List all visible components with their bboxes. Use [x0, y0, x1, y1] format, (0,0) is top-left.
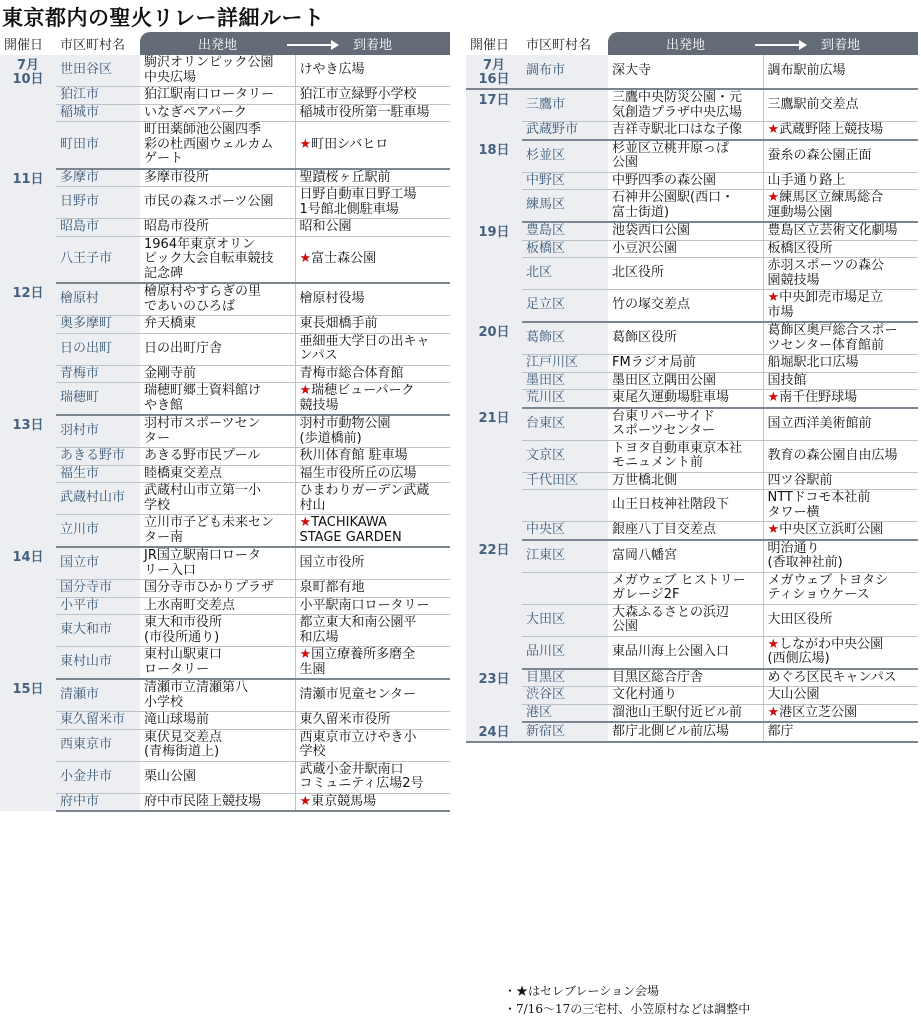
header-arrival-label: 到着地: [820, 38, 860, 53]
table-row: [0, 647, 450, 680]
star-icon: ★: [299, 383, 312, 398]
departure-cell: 東品川海上公園入口: [608, 636, 763, 669]
municipality-cell: 日の出町: [56, 333, 140, 365]
table-row: [466, 122, 918, 140]
arrival-cell: ★武蔵野陸上競技場: [763, 122, 918, 140]
table-row: [0, 597, 450, 615]
municipality-cell: 福生市: [56, 465, 140, 483]
municipality-cell: 稲城市: [56, 104, 140, 122]
table-row: [466, 490, 918, 522]
departure-cell: メガウェブ ヒストリー ガレージ2F: [608, 572, 763, 604]
municipality-cell: 渋谷区: [522, 687, 608, 705]
municipality-cell: 世田谷区: [56, 55, 140, 87]
departure-cell: 昭島市役所: [140, 219, 295, 237]
departure-cell: 国分寺市ひかりプラザ: [140, 580, 295, 598]
page-title: 東京都内の聖火リレー詳細ルート: [2, 6, 325, 30]
table-row: [466, 89, 918, 122]
table-row: [0, 465, 450, 483]
departure-cell: 銀座八丁目交差点: [608, 522, 763, 540]
municipality-cell: 東村山市: [56, 647, 140, 680]
table-row: [466, 408, 918, 441]
arrival-cell: 稲城市役所第一駐車場: [295, 104, 450, 122]
arrival-cell: 国立西洋美術館前: [763, 408, 918, 441]
departure-cell: あきる野市民プール: [140, 448, 295, 466]
table-row: [0, 365, 450, 383]
municipality-cell: 文京区: [522, 440, 608, 472]
table-row: [466, 322, 918, 355]
table-row: [0, 515, 450, 548]
arrival-cell: 檜原村役場: [295, 283, 450, 316]
municipality-cell: 小平市: [56, 597, 140, 615]
table-row: [466, 722, 918, 742]
municipality-cell: 武蔵村山市: [56, 483, 140, 515]
arrival-cell: 武蔵小金井駅南口 コミュニティ広場2号: [295, 761, 450, 793]
table-row: [0, 580, 450, 598]
municipality-cell: 小金井市: [56, 761, 140, 793]
departure-cell: 日の出町庁舎: [140, 333, 295, 365]
table-row: [466, 55, 918, 89]
municipality-cell: 清瀬市: [56, 679, 140, 712]
arrival-cell: 板橋区役所: [763, 240, 918, 258]
municipality-cell: 大田区: [522, 604, 608, 636]
date-cell: 23日: [466, 669, 522, 723]
date-cell: 17日: [466, 89, 522, 140]
arrival-cell: ★中央区立浜町公園: [763, 522, 918, 540]
date-cell: 18日: [466, 140, 522, 223]
arrow-right-icon: [287, 44, 337, 46]
arrival-cell: 青梅市総合体育館: [295, 365, 450, 383]
table-row: [466, 540, 918, 573]
municipality-cell: 青梅市: [56, 365, 140, 383]
star-icon: ★: [299, 136, 312, 152]
arrival-cell: 東久留米市役所: [295, 712, 450, 730]
date-cell: 22日: [466, 540, 522, 669]
arrival-cell: ★瑞穂ビューパーク 競技場: [295, 383, 450, 416]
departure-cell: 溜池山王駅付近ビル前: [608, 704, 763, 722]
arrival-cell: けやき広場: [295, 55, 450, 87]
table-row: [466, 172, 918, 190]
departure-cell: 町田薬師池公園四季 彩の杜西園ウェルカム ゲート: [140, 122, 295, 169]
arrival-cell: 船堀駅北口広場: [763, 355, 918, 373]
arrival-cell: 亜細亜大学日の出キャ ンパス: [295, 333, 450, 365]
arrival-cell: 教育の森公園自由広場: [763, 440, 918, 472]
arrival-cell: 国立市役所: [295, 547, 450, 580]
note-line: ・★はセレブレーション会場: [504, 984, 660, 998]
table-row: [0, 187, 450, 219]
table-row: [0, 547, 450, 580]
departure-cell: 深大寺: [608, 55, 763, 89]
arrival-cell: ★町田シバヒロ: [295, 122, 450, 169]
departure-cell: 池袋西口公園: [608, 222, 763, 240]
arrival-cell: ★練馬区立練馬総合 運動場公園: [763, 190, 918, 223]
header-arrival: [763, 32, 918, 55]
table-row: [466, 440, 918, 472]
departure-cell: 檜原村やすらぎの里 であいのひろば: [140, 283, 295, 316]
municipality-cell: 三鷹市: [522, 89, 608, 122]
arrival-cell: 大田区役所: [763, 604, 918, 636]
departure-cell: 中野四季の森公園: [608, 172, 763, 190]
arrival-cell: NTTドコモ本社前 タワー横: [763, 490, 918, 522]
municipality-cell: 練馬区: [522, 190, 608, 223]
arrival-cell: ★TACHIKAWA STAGE GARDEN: [295, 515, 450, 548]
municipality-cell: 瑞穂町: [56, 383, 140, 416]
municipality-cell: 杉並区: [522, 140, 608, 173]
table-row: [0, 169, 450, 187]
arrival-cell: 羽村市動物公園 (歩道橋前): [295, 415, 450, 448]
header-arrival: [295, 32, 450, 55]
departure-cell: 立川市子ども未来セン ター南: [140, 515, 295, 548]
table-row: [0, 761, 450, 793]
departure-cell: 山王日枝神社階段下: [608, 490, 763, 522]
municipality-cell: 昭島市: [56, 219, 140, 237]
municipality-cell: 調布市: [522, 55, 608, 89]
municipality-cell: 町田市: [56, 122, 140, 169]
departure-cell: 三鷹中央防災公園・元 気創造プラザ中央広場: [608, 89, 763, 122]
arrival-cell: 狛江市立緑野小学校: [295, 87, 450, 105]
table-row: [0, 236, 450, 283]
municipality-cell: 新宿区: [522, 722, 608, 742]
arrival-cell: ★東京競馬場: [295, 793, 450, 811]
departure-cell: 弁天橋東: [140, 316, 295, 334]
departure-cell: 小豆沢公園: [608, 240, 763, 258]
table-row: [0, 87, 450, 105]
arrival-cell: ★港区立芝公園: [763, 704, 918, 722]
star-icon: ★: [767, 636, 780, 652]
departure-cell: 吉祥寺駅北口はな子像: [608, 122, 763, 140]
departure-cell: 杉並区立桃井原っぱ 公園: [608, 140, 763, 173]
departure-cell: 東伏見交差点 (青梅街道上): [140, 729, 295, 761]
table-row: [0, 615, 450, 647]
arrival-cell: 東長畑橋手前: [295, 316, 450, 334]
star-icon: ★: [767, 522, 780, 537]
arrival-cell: ★南千住野球場: [763, 390, 918, 408]
municipality-cell: 江戸川区: [522, 355, 608, 373]
departure-cell: 石神井公園駅(西口・ 富士街道): [608, 190, 763, 223]
municipality-cell: 中野区: [522, 172, 608, 190]
municipality-cell: 品川区: [522, 636, 608, 669]
table-row: [466, 636, 918, 669]
star-icon: ★: [767, 290, 780, 305]
departure-cell: 狛江駅南口ロータリー: [140, 87, 295, 105]
departure-cell: 目黒区総合庁舎: [608, 669, 763, 687]
date-cell: 12日: [0, 283, 56, 415]
departure-cell: JR国立駅南口ロータ リー入口: [140, 547, 295, 580]
arrival-cell: ★しながわ中央公園 (西側広場): [763, 636, 918, 669]
header-municipality: 市区町村名: [522, 32, 608, 55]
arrow-right-icon: [755, 44, 805, 46]
arrival-cell: 葛飾区奥戸総合スポー ツセンター体育館前: [763, 322, 918, 355]
municipality-cell: 羽村市: [56, 415, 140, 448]
departure-cell: 竹の塚交差点: [608, 290, 763, 323]
arrival-cell: 都庁: [763, 722, 918, 742]
star-icon: ★: [767, 122, 780, 137]
arrival-cell: 西東京市立けやき小 学校: [295, 729, 450, 761]
table-row: [0, 448, 450, 466]
municipality-cell: 足立区: [522, 290, 608, 323]
arrival-cell: 四ツ谷駅前: [763, 472, 918, 490]
departure-cell: 東尾久運動場駐車場: [608, 390, 763, 408]
table-row: [0, 712, 450, 730]
table-row: [466, 604, 918, 636]
departure-cell: 北区役所: [608, 258, 763, 290]
arrival-cell: 都立東大和南公園平 和広場: [295, 615, 450, 647]
date-cell: 13日: [0, 415, 56, 547]
route-table-left: [0, 32, 450, 812]
table-row: [466, 258, 918, 290]
departure-cell: 金剛寺前: [140, 365, 295, 383]
arrival-cell: 泉町都有地: [295, 580, 450, 598]
table-row: [0, 729, 450, 761]
date-cell: 19日: [466, 222, 522, 322]
arrival-cell: 秋川体育館 駐車場: [295, 448, 450, 466]
municipality-cell: 荒川区: [522, 390, 608, 408]
arrival-cell: めぐろ区民キャンパス: [763, 669, 918, 687]
municipality-cell: 東大和市: [56, 615, 140, 647]
star-icon: ★: [299, 647, 312, 662]
table-row: [466, 390, 918, 408]
municipality-cell: あきる野市: [56, 448, 140, 466]
municipality-cell: 板橋区: [522, 240, 608, 258]
arrival-cell: 明治通り (香取神社前): [763, 540, 918, 573]
star-icon: ★: [299, 515, 312, 530]
header-date: 開催日: [0, 32, 56, 55]
arrival-cell: 福生市役所丘の広場: [295, 465, 450, 483]
star-icon: ★: [767, 704, 780, 720]
municipality-cell: 奥多摩町: [56, 316, 140, 334]
municipality-cell: 台東区: [522, 408, 608, 441]
date-cell: 14日: [0, 547, 56, 679]
table-row: [466, 522, 918, 540]
municipality-cell: 港区: [522, 704, 608, 722]
municipality-cell: 狛江市: [56, 87, 140, 105]
table-row: [466, 355, 918, 373]
table-row: [0, 219, 450, 237]
municipality-cell: 豊島区: [522, 222, 608, 240]
table-row: [0, 483, 450, 515]
date-cell: 7月 10日: [0, 55, 56, 169]
table-row: [0, 333, 450, 365]
table-row: [0, 679, 450, 712]
star-icon: ★: [767, 190, 780, 205]
arrival-cell: 日野自動車日野工場 1号館北側駐車場: [295, 187, 450, 219]
municipality-cell: 中央区: [522, 522, 608, 540]
date-cell: 7月 16日: [466, 55, 522, 89]
municipality-cell: [522, 572, 608, 604]
municipality-cell: 北区: [522, 258, 608, 290]
departure-cell: 上水南町交差点: [140, 597, 295, 615]
municipality-cell: [522, 490, 608, 522]
departure-cell: 富岡八幡宮: [608, 540, 763, 573]
municipality-cell: 多摩市: [56, 169, 140, 187]
table-row: [0, 415, 450, 448]
arrival-cell: 蚕糸の森公園正面: [763, 140, 918, 173]
table-row: [0, 104, 450, 122]
municipality-cell: 目黒区: [522, 669, 608, 687]
notes: [504, 982, 750, 1018]
departure-cell: 葛飾区役所: [608, 322, 763, 355]
header-arrival-label: 到着地: [352, 38, 392, 53]
table-row: [0, 283, 450, 316]
municipality-cell: 西東京市: [56, 729, 140, 761]
header-municipality: 市区町村名: [56, 32, 140, 55]
arrival-cell: ★中央卸売市場足立 市場: [763, 290, 918, 323]
arrival-cell: 調布駅前広場: [763, 55, 918, 89]
arrival-cell: メガウェブ トヨタシ ティショウケース: [763, 572, 918, 604]
departure-cell: 台東リバーサイド スポーツセンター: [608, 408, 763, 441]
departure-cell: 1964年東京オリン ピック大会自転車競技 記念碑: [140, 236, 295, 283]
table-row: [466, 572, 918, 604]
departure-cell: いなぎペアパーク: [140, 104, 295, 122]
table-row: [0, 316, 450, 334]
date-cell: 15日: [0, 679, 56, 811]
municipality-cell: 墨田区: [522, 372, 608, 390]
table-row: [466, 222, 918, 240]
departure-cell: 万世橋北側: [608, 472, 763, 490]
arrival-cell: ★富士森公園: [295, 236, 450, 283]
table-row: [466, 704, 918, 722]
arrival-cell: 聖蹟桜ヶ丘駅前: [295, 169, 450, 187]
header-departure: 出発地: [608, 32, 763, 55]
departure-cell: 墨田区立隅田公園: [608, 372, 763, 390]
table-row: [466, 687, 918, 705]
arrival-cell: 大山公園: [763, 687, 918, 705]
departure-cell: 駒沢オリンピック公園 中央広場: [140, 55, 295, 87]
municipality-cell: 国立市: [56, 547, 140, 580]
municipality-cell: 八王子市: [56, 236, 140, 283]
arrival-cell: 豊島区立芸術文化劇場: [763, 222, 918, 240]
date-cell: 24日: [466, 722, 522, 742]
departure-cell: 大森ふるさとの浜辺 公園: [608, 604, 763, 636]
table-row: [466, 669, 918, 687]
arrival-cell: 国技館: [763, 372, 918, 390]
table-row: [466, 190, 918, 223]
arrival-cell: 小平駅南口ロータリー: [295, 597, 450, 615]
date-cell: 20日: [466, 322, 522, 408]
municipality-cell: 日野市: [56, 187, 140, 219]
departure-cell: 府中市民陸上競技場: [140, 793, 295, 811]
municipality-cell: 府中市: [56, 793, 140, 811]
table-row: [466, 472, 918, 490]
departure-cell: 都庁北側ビル前広場: [608, 722, 763, 742]
star-icon: ★: [767, 390, 780, 405]
arrival-cell: 三鷹駅前交差点: [763, 89, 918, 122]
header-departure: 出発地: [140, 32, 295, 55]
departure-cell: 文化村通り: [608, 687, 763, 705]
departure-cell: 東大和市役所 (市役所通り): [140, 615, 295, 647]
arrival-cell: 昭和公園: [295, 219, 450, 237]
municipality-cell: 檜原村: [56, 283, 140, 316]
table-row: [466, 240, 918, 258]
departure-cell: 睦橋東交差点: [140, 465, 295, 483]
municipality-cell: 千代田区: [522, 472, 608, 490]
star-icon: ★: [299, 793, 312, 809]
departure-cell: 武蔵村山市立第一小 学校: [140, 483, 295, 515]
departure-cell: トヨタ自動車東京本社 モニュメント前: [608, 440, 763, 472]
date-cell: 11日: [0, 169, 56, 284]
route-table-right: [466, 32, 918, 743]
municipality-cell: 東久留米市: [56, 712, 140, 730]
municipality-cell: 立川市: [56, 515, 140, 548]
arrival-cell: 清瀬市児童センター: [295, 679, 450, 712]
arrival-cell: 赤羽スポーツの森公 園競技場: [763, 258, 918, 290]
header-date: 開催日: [466, 32, 522, 55]
arrival-cell: ひまわりガーデン武蔵 村山: [295, 483, 450, 515]
departure-cell: 滝山球場前: [140, 712, 295, 730]
departure-cell: 栗山公園: [140, 761, 295, 793]
table-row: [466, 290, 918, 323]
table-row: [0, 383, 450, 416]
departure-cell: 清瀬市立清瀬第八 小学校: [140, 679, 295, 712]
table-row: [0, 55, 450, 87]
departure-cell: FMラジオ局前: [608, 355, 763, 373]
municipality-cell: 国分寺市: [56, 580, 140, 598]
table-row: [0, 122, 450, 169]
table-row: [466, 140, 918, 173]
municipality-cell: 葛飾区: [522, 322, 608, 355]
date-cell: 21日: [466, 408, 522, 540]
municipality-cell: 武蔵野市: [522, 122, 608, 140]
municipality-cell: 江東区: [522, 540, 608, 573]
departure-cell: 市民の森スポーツ公園: [140, 187, 295, 219]
table-row: [0, 793, 450, 811]
table-row: [466, 372, 918, 390]
departure-cell: 瑞穂町郷土資料館け やき館: [140, 383, 295, 416]
departure-cell: 東村山駅東口 ロータリー: [140, 647, 295, 680]
arrival-cell: 山手通り路上: [763, 172, 918, 190]
note-line: ・7/16～17の三宅村、小笠原村などは調整中: [504, 1002, 751, 1016]
star-icon: ★: [299, 251, 312, 266]
departure-cell: 多摩市役所: [140, 169, 295, 187]
arrival-cell: ★国立療養所多磨全 生園: [295, 647, 450, 680]
departure-cell: 羽村市スポーツセン ター: [140, 415, 295, 448]
